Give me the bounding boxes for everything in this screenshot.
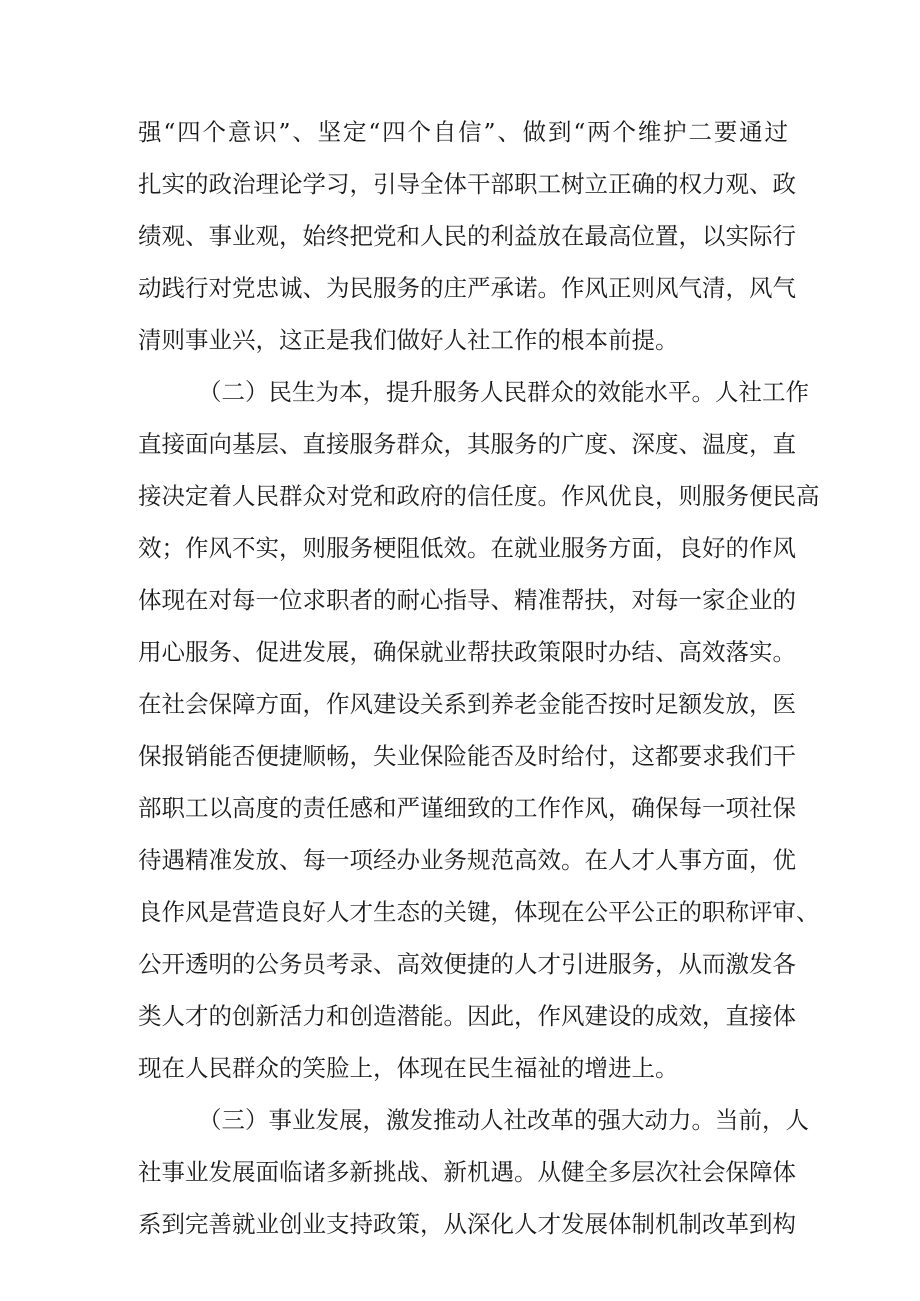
text-line-7: 直接面向基层、直接服务群众，其服务的广度、深度、温度，直 xyxy=(138,430,796,458)
text-line-11: 用心服务、促进发展，确保就业帮扶政策限时办结、高效落实。 xyxy=(138,638,796,666)
text-line-15: 待遇精准发放、每一项经办业务规范高效。在人才人事方面，优 xyxy=(138,846,796,874)
text-line-9: 效；作风不实，则服务梗阻低效。在就业服务方面，良好的作风 xyxy=(138,534,796,562)
text-line-10: 体现在对每一位求职者的耐心指导、精准帮扶，对每一家企业的 xyxy=(138,586,796,614)
text-line-16: 良作风是营造良好人才生态的关键，体现在公平公正的职称评审、 xyxy=(138,898,820,926)
text-line-3: 绩观、事业观，始终把党和人民的利益放在最高位置，以实际行 xyxy=(138,222,796,250)
text-line-8: 接决定着人民群众对党和政府的信任度。作风优良，则服务便民高 xyxy=(138,482,820,510)
text-line-13: 保报销能否便捷顺畅，失业保险能否及时给付，这都要求我们干 xyxy=(138,742,796,770)
text-line-14: 部职工以高度的责任感和严谨细致的工作作风，确保每一项社保 xyxy=(138,794,796,822)
text-line-5: 清则事业兴，这正是我们做好人社工作的根本前提。 xyxy=(138,326,679,354)
section-heading-3: （三）事业发展，激发推动人社改革的强大动力。当前，人 xyxy=(198,1106,809,1134)
section-heading-2: （二）民生为本，提升服务人民群众的效能水平。人社工作 xyxy=(198,378,809,406)
text-line-17: 公开透明的公务员考录、高效便捷的人才引进服务，从而激发各 xyxy=(138,950,796,978)
text-line-22: 系到完善就业创业支持政策，从深化人才发展体制机制改革到构 xyxy=(138,1210,796,1238)
text-line-19: 现在人民群众的笑脸上，体现在民生福祉的增进上。 xyxy=(138,1054,679,1082)
text-line-4: 动践行对党忠诚、为民服务的庄严承诺。作风正则风气清，风气 xyxy=(138,274,796,302)
text-line-12: 在社会保障方面，作风建设关系到养老金能否按时足额发放，医 xyxy=(138,690,796,718)
text-line-1: 强“四个意识”、坚定“四个自信”、做到“两个维护二要通过 xyxy=(138,118,788,146)
text-line-2: 扎实的政治理论学习，引导全体干部职工树立正确的权力观、政 xyxy=(138,170,796,198)
text-line-21: 社事业发展面临诸多新挑战、新机遇。从健全多层次社会保障体 xyxy=(138,1158,796,1186)
text-line-18: 类人才的创新活力和创造潜能。因此，作风建设的成效，直接体 xyxy=(138,1002,796,1030)
